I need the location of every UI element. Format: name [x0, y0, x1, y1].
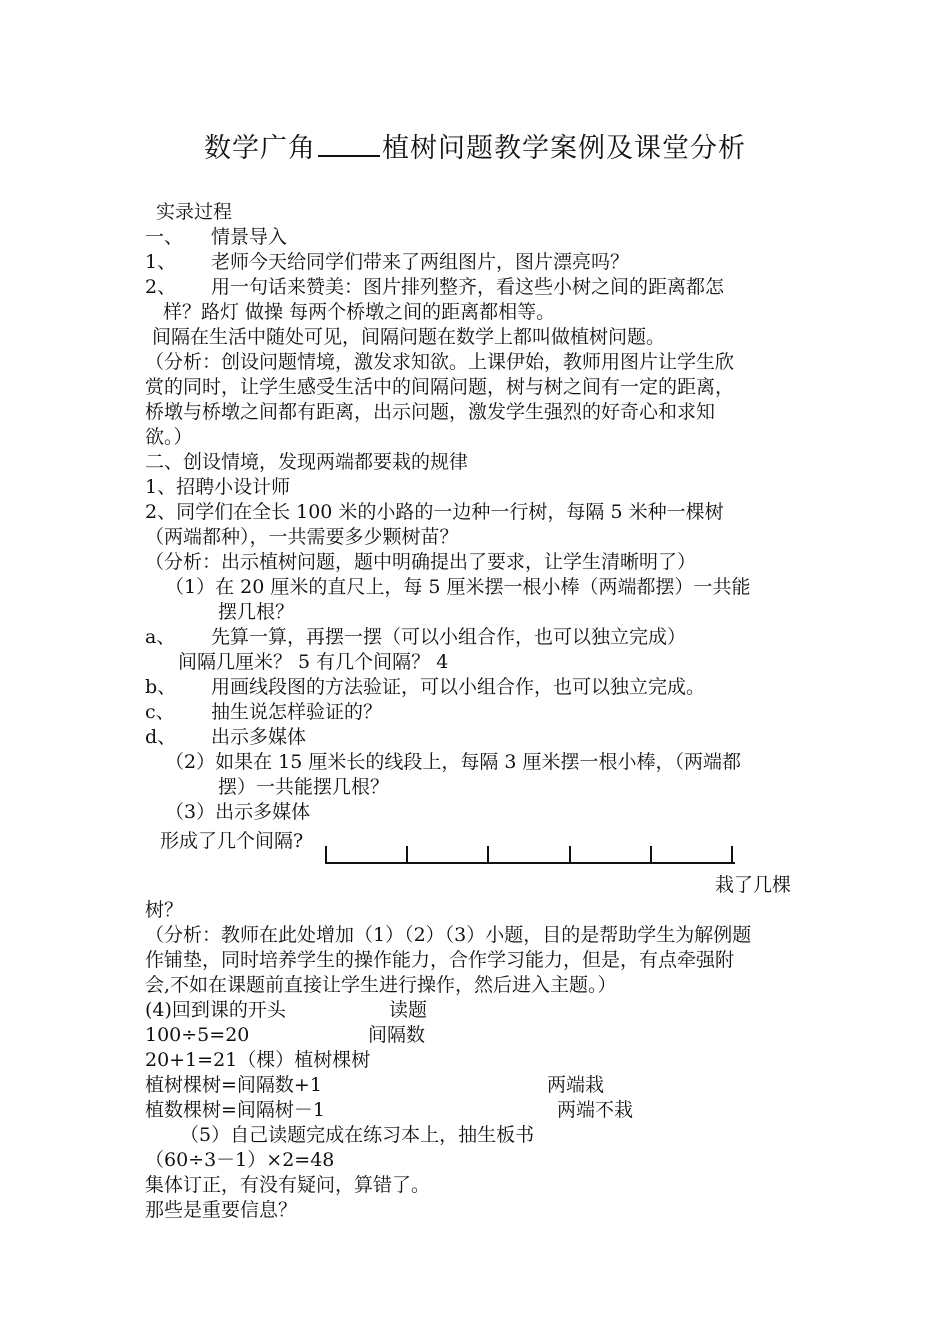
- segment-tick: [325, 846, 327, 864]
- analysis-line: 赏的同时，让学生感受生活中的间隔问题，树与树之间有一定的距离，: [145, 376, 735, 398]
- equation-line: 20+1=21（棵）植树棵树: [145, 1049, 371, 1071]
- paragraph-line: 树？: [145, 899, 184, 921]
- list-text: 老师今天给同学们带来了两组图片，图片漂亮吗？: [211, 251, 630, 273]
- section-two-heading: 二、创设情境，发现两端都要栽的规律: [145, 451, 469, 473]
- segment-tick: [731, 846, 733, 864]
- side-note: 读题: [389, 999, 428, 1021]
- paragraph-line: 集体订正，有没有疑问，算错了。: [145, 1174, 431, 1196]
- list-letter: a、: [145, 626, 176, 648]
- paragraph-line: （5）自己读题完成在练习本上，抽生板书: [180, 1124, 535, 1146]
- page-title: [0, 131, 950, 167]
- list-text: 情景导入: [211, 226, 288, 248]
- title-blank-underline: [318, 133, 380, 157]
- paragraph-line: 样？路灯 做操 每两个桥墩之间的距离都相等。: [163, 301, 556, 323]
- paragraph-line: [145, 250, 629, 274]
- list-text: 用画线段图的方法验证，可以小组合作，也可以独立完成。: [211, 676, 706, 698]
- segment-tick: [569, 846, 571, 864]
- paragraph-line: 间隔在生活中随处可见，间隔问题在数学上都叫做植树问题。: [152, 326, 666, 348]
- analysis-line: （分析：出示植树问题，题中明确提出了要求，让学生清晰明了）: [145, 551, 697, 573]
- analysis-line: （分析：教师在此处增加（1）（2）（3）小题，目的是帮助学生为解例题: [145, 924, 752, 946]
- list-number: 1、: [145, 251, 177, 273]
- title-part-1: 数学广角: [204, 133, 316, 164]
- list-text: 抽生说怎样验证的？: [211, 701, 383, 723]
- list-number: 2、: [145, 276, 177, 298]
- analysis-line: 桥墩与桥墩之间都有距离，出示问题，激发学生强烈的好奇心和求知: [145, 401, 716, 423]
- list-letter: b、: [145, 676, 177, 698]
- paragraph-line: 摆）一共能摆几根？: [218, 776, 390, 798]
- analysis-line: 会,不如在课题前直接让学生进行操作，然后进入主题。）: [145, 974, 617, 996]
- list-letter: d、: [145, 726, 177, 748]
- equation-line: 100÷5=20: [145, 1024, 250, 1046]
- list-text: 先算一算，再摆一摆（可以小组合作，也可以独立完成）: [211, 626, 687, 648]
- formula-line: 植数棵树=间隔树－1: [145, 1099, 326, 1121]
- analysis-line: （分析：创设问题情境，激发求知欲。上课伊始，教师用图片让学生欣: [145, 351, 735, 373]
- side-note: 两端栽: [547, 1074, 605, 1096]
- paragraph-line: [145, 700, 382, 724]
- paragraph-line: （1）在 20 厘米的直尺上，每 5 厘米摆一根小棒（两端都摆）一共能: [165, 576, 751, 598]
- formula-line: 植树棵树=间隔数+1: [145, 1074, 322, 1096]
- paragraph-line: （3）出示多媒体: [165, 801, 311, 823]
- paragraph-line: 1、招聘小设计师: [145, 476, 291, 498]
- line-segment-diagram: [325, 846, 735, 864]
- segment-tick: [487, 846, 489, 864]
- equation-line: （60÷3－1）×2=48: [145, 1149, 335, 1171]
- side-note: 间隔数: [368, 1024, 426, 1046]
- paragraph-line: （2）如果在 15 厘米长的线段上，每隔 3 厘米摆一根小棒，（两端都: [165, 751, 742, 773]
- segment-baseline: [325, 862, 735, 864]
- analysis-line: 作铺垫，同时培养学生的操作能力，合作学习能力，但是，有点牵强附: [145, 949, 735, 971]
- section-heading-record: 实录过程: [156, 201, 233, 223]
- title-part-2: 植树问题教学案例及课堂分析: [382, 133, 746, 164]
- paragraph-line: 间隔几厘米？ 5 有几个间隔？ 4: [178, 651, 449, 673]
- list-letter: c、: [145, 701, 175, 723]
- side-note: 两端不栽: [557, 1099, 634, 1121]
- paragraph-line: 那些是重要信息？: [145, 1199, 298, 1221]
- paragraph-line: 摆几根？: [218, 601, 295, 623]
- paragraph-line: [145, 275, 724, 299]
- paragraph-line: [145, 725, 306, 749]
- paragraph-line: (4)回到课的开头: [145, 999, 286, 1021]
- list-number: 一、: [145, 226, 184, 248]
- paragraph-line: 栽了几棵: [715, 874, 792, 896]
- segment-question: 形成了几个间隔?: [160, 830, 304, 852]
- segment-tick: [650, 846, 652, 864]
- paragraph-line: 2、同学们在全长 100 米的小路的一边种一行树，每隔 5 米种一棵树: [145, 501, 724, 523]
- paragraph-line: [145, 625, 686, 649]
- section-one-heading: [145, 225, 287, 249]
- paragraph-line: [145, 675, 705, 699]
- list-text: 出示多媒体: [211, 726, 307, 748]
- list-text: 用一句话来赞美：图片排列整齐，看这些小树之间的距离都怎: [211, 276, 725, 298]
- paragraph-line: （两端都种），一共需要多少颗树苗？: [145, 526, 459, 548]
- analysis-line: 欲。）: [145, 426, 193, 448]
- segment-tick: [406, 846, 408, 864]
